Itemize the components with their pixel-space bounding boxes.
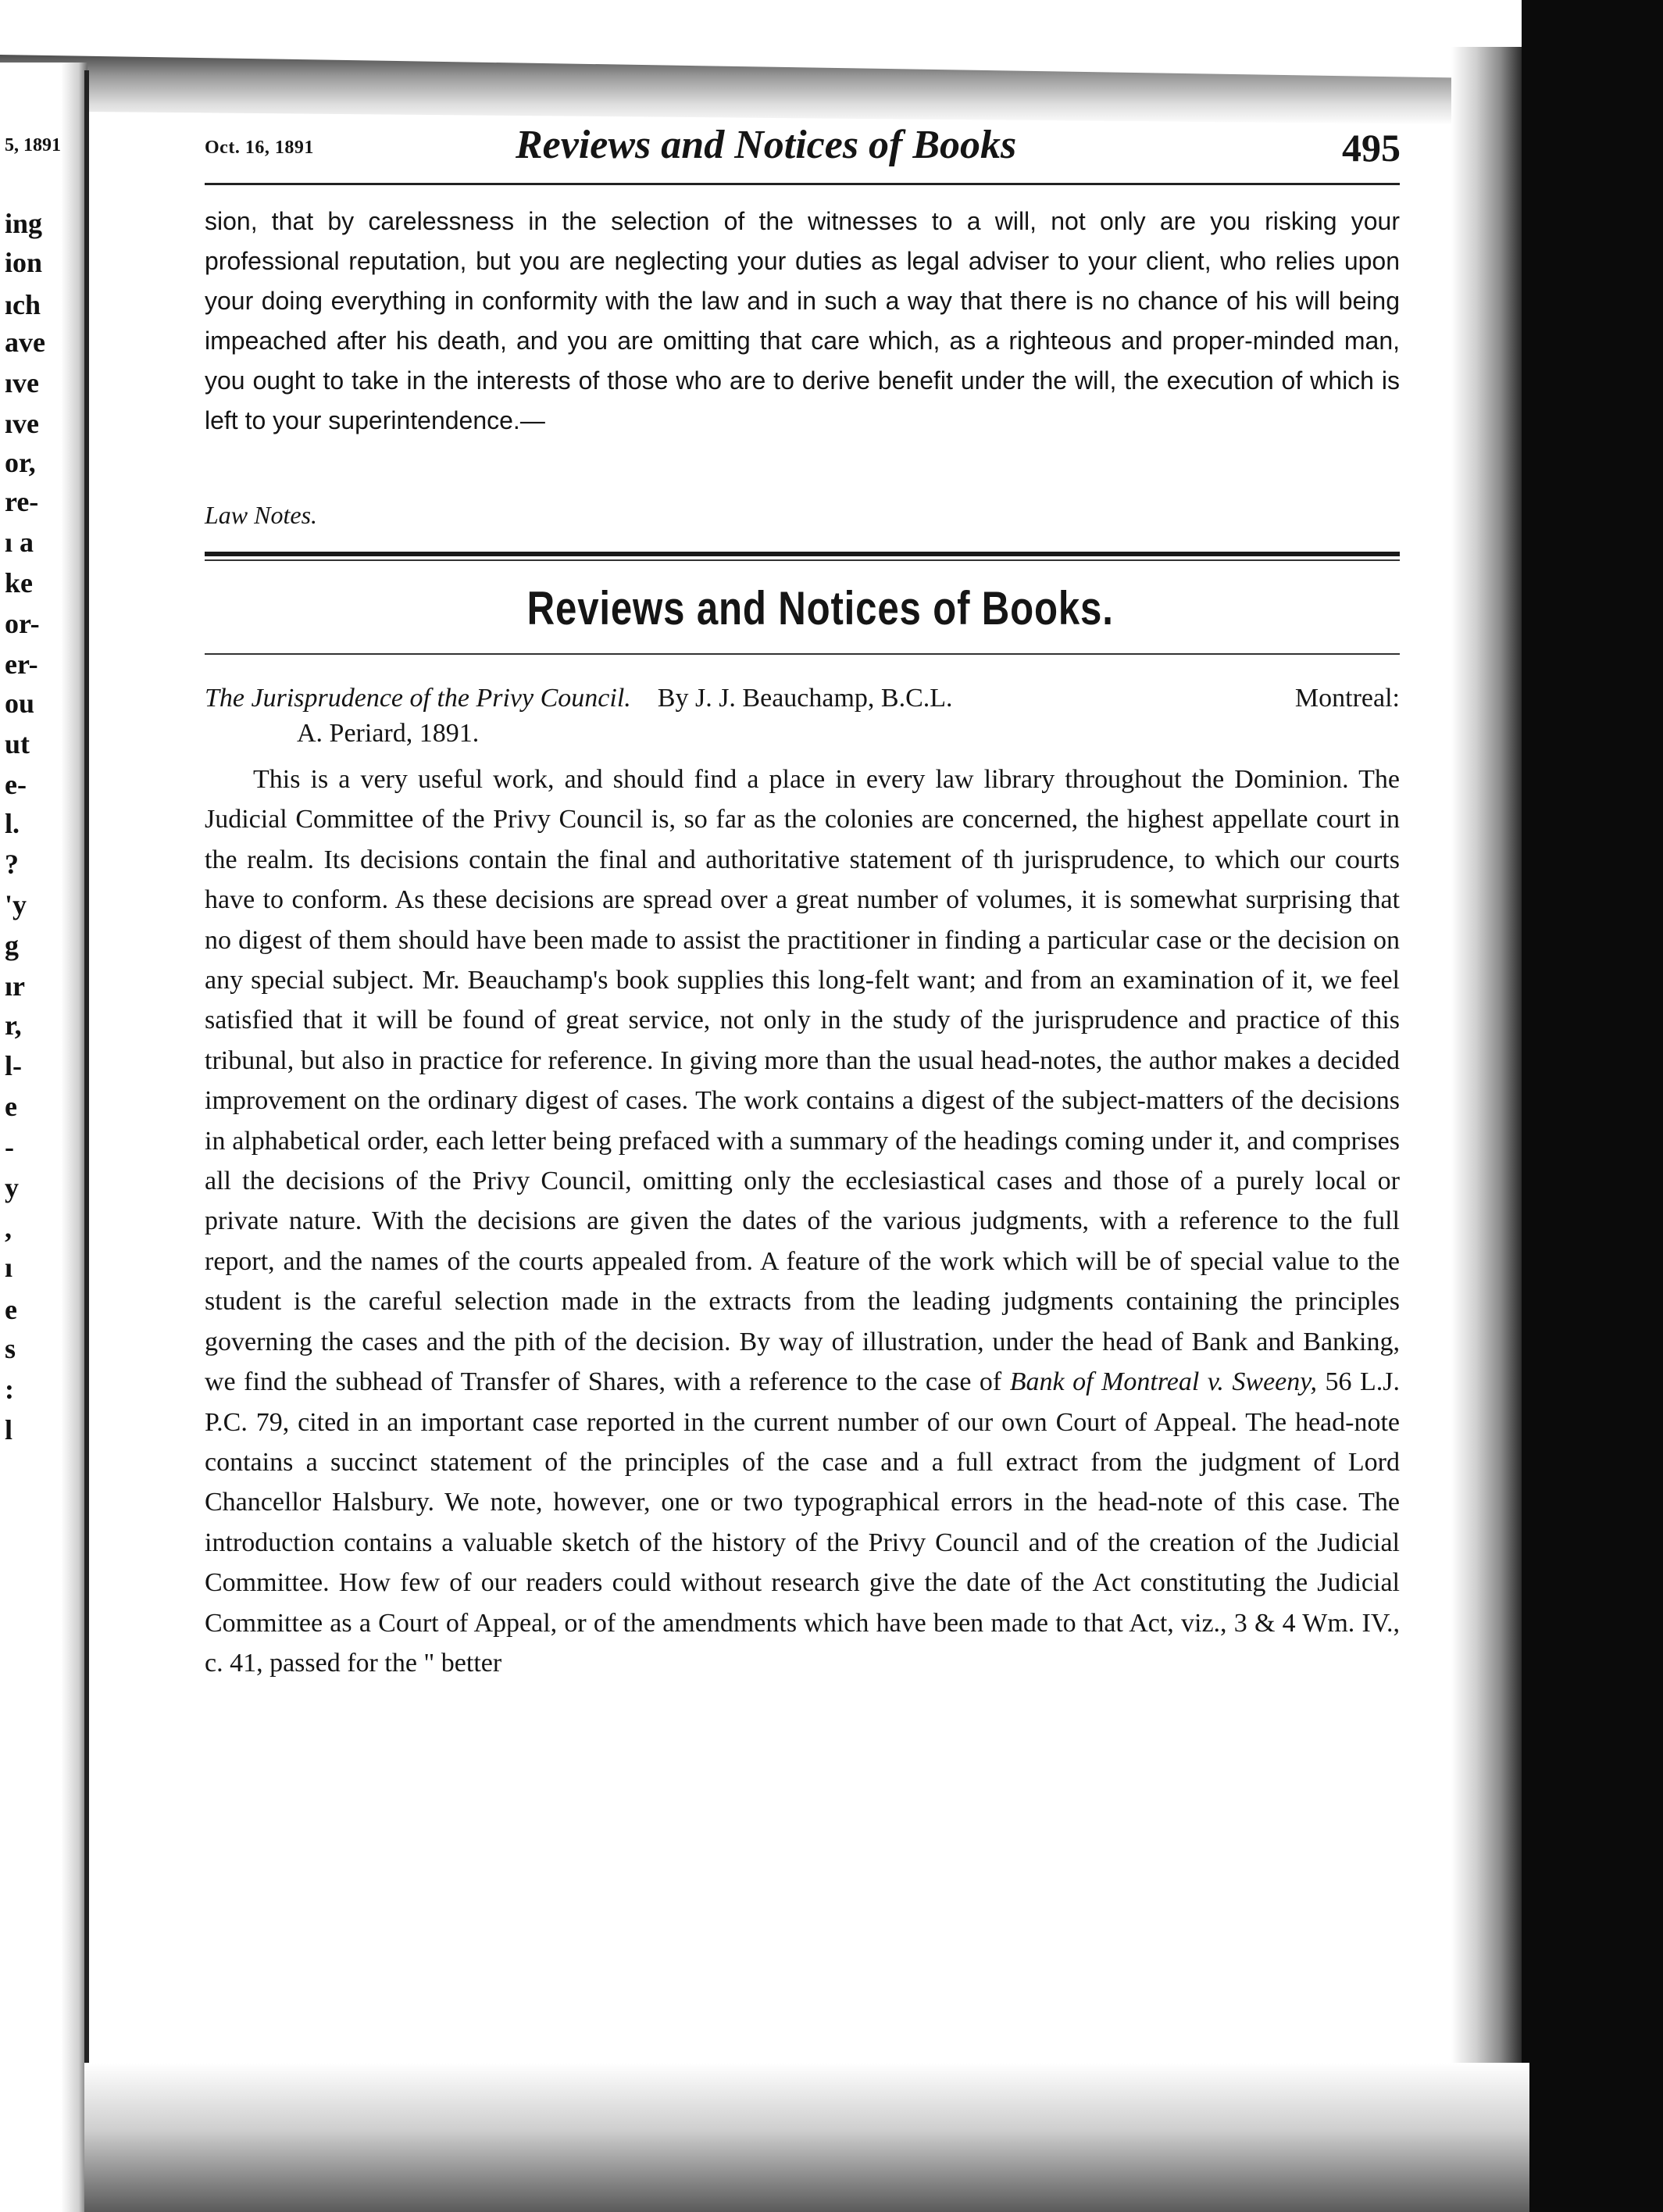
- scan-bottom-shadow: [84, 2063, 1529, 2212]
- margin-fragment: ıve: [5, 408, 39, 439]
- page-number: 495: [1342, 126, 1401, 170]
- scan-right-shadow: [1451, 47, 1522, 2212]
- book-city: Montreal:: [1294, 684, 1400, 713]
- margin-fragment: ion: [5, 247, 43, 278]
- margin-fragment: l.: [5, 808, 20, 839]
- header-date: Oct. 16, 1891: [205, 138, 314, 158]
- book-publisher: A. Periard, 1891.: [297, 719, 480, 748]
- margin-fragment: y: [5, 1172, 19, 1203]
- scan-top-edge: [0, 0, 1663, 63]
- margin-fragment: ı a: [5, 527, 34, 558]
- scan-top-smudge: [0, 55, 1554, 125]
- margin-fragment: ing: [5, 208, 43, 239]
- margin-fragment: l: [5, 1414, 13, 1445]
- margin-fragment: :: [5, 1374, 14, 1405]
- header-rule: [205, 183, 1400, 185]
- margin-fragment: 'y: [5, 889, 27, 920]
- margin-fragment: ave: [5, 327, 45, 358]
- margin-fragment: e-: [5, 769, 27, 800]
- margin-fragment: g: [5, 930, 19, 961]
- previous-article-source: Law Notes.: [205, 501, 318, 529]
- margin-fragment: ıch: [5, 289, 41, 320]
- margin-fragment: ou: [5, 688, 35, 719]
- previous-article-text: sion, that by carelessness in the selection of the witnesses to a will, not only are you risking your professional reputation, but you are neglecting your duties as legal adviser to your client, who relies upon your doing everything in conformity with the law and in such a way that there is no chance of his will being impeached after his death, and you are omitting that care which, as a righteous and proper-minded man, you ought to take in the interests of those who are to derive benefit under the will, the execution of which is left to your superintendence.—: [205, 207, 1400, 434]
- margin-fragment: ?: [5, 849, 19, 880]
- review-body: [205, 759, 1400, 1683]
- margin-fragment: -: [5, 1131, 14, 1163]
- margin-fragment: re-: [5, 486, 39, 517]
- margin-fragment: 5, 1891: [5, 135, 61, 155]
- margin-fragment: s: [5, 1333, 16, 1364]
- section-title: Reviews and Notices of Books.: [526, 582, 1114, 634]
- margin-fragment: ut: [5, 728, 30, 759]
- section-divider-thin: [205, 559, 1400, 561]
- section-title-rule: [205, 653, 1400, 655]
- section-divider: [205, 552, 1400, 556]
- margin-fragment: ,: [5, 1213, 12, 1244]
- scan-right-edge: [1522, 0, 1663, 2212]
- margin-fragment: e: [5, 1294, 17, 1325]
- margin-fragment: ır: [5, 970, 25, 1002]
- margin-fragment: ı: [5, 1252, 13, 1283]
- review-body-part-1: This is a very useful work, and should find a place in every law library throughout the Dominion. The Judicial Committee of the Privy Council is, so far as the colonies are concerned, the highest appellate court in the realm. Its decisions contain the final and authoritative statement of th jurisprudence, to which our courts have to conform. As these decisions are spread over a great number of volumes, it is somewhat surprising that no digest of them should have been made to assist the practitioner in finding a particular case or the decision on any special subject. Mr. Beauchamp's book supplies this long-felt want; and from an examination of it, we feel satisfied that it will be found of great service, not only in the study of the jurisprudence and practice of this tribunal, but also in practice for reference. In giving more than the usual head-notes, the author makes a decided improvement on the ordinary digest of cases. The work contains a digest of the subject-matters of the decisions in alphabetical order, each letter being prefaced with a summary of the headings coming under it, and comprises all the decisions of the Privy Council, omitting only the ecclesiastical cases and those of a purely local or private nature. With the decisions are given the dates of the various judgments, with a reference to the full report, and the names of the courts appealed from. A feature of the work which will be of special value to the student is the careful selection made in the extracts from the leading judgments containing the principles governing the cases and the pith of the decision. By way of illustration, under the head of Bank and Banking, we find the subhead of Transfer of Shares, with a reference to the case of: [205, 765, 1400, 1397]
- margin-fragment: ıve: [5, 367, 39, 398]
- margin-fragment: ke: [5, 567, 33, 599]
- margin-fragment: l-: [5, 1050, 22, 1081]
- book-author: By J. J. Beauchamp, B.C.L.: [657, 684, 953, 713]
- margin-fragment: r,: [5, 1010, 22, 1041]
- review-body-part-2: 56 L.J. P.C. 79, cited in an important case reported in the current number of our own Court of Appeal. The head-note contains a succinct statement of the principles of the case and a full extract from the judgment of Lord Chancellor Halsbury. We note, however, one or two typographical errors in the head-note of this case. The introduction contains a valuable sketch of the history of the Privy Council and of the creation of the Judicial Committee. How few of our readers could without research give the date of the Act constituting the Judicial Committee as a Court of Appeal, or of the amendments which have been made to that Act, viz., 3 & 4 Wm. IV., c. 41, passed for the " better: [205, 1367, 1400, 1678]
- header-title: Reviews and Notices of Books: [516, 123, 1017, 167]
- review-citation: [205, 680, 1400, 717]
- margin-fragment: er-: [5, 649, 38, 680]
- margin-fragment: or-: [5, 608, 40, 639]
- margin-fragment: or,: [5, 447, 36, 478]
- page-gutter-line: [84, 70, 89, 2212]
- margin-fragment: e: [5, 1091, 17, 1122]
- case-name: Bank of Montreal v. Sweeny,: [1009, 1367, 1317, 1397]
- book-title: The Jurisprudence of the Privy Council.: [205, 684, 631, 713]
